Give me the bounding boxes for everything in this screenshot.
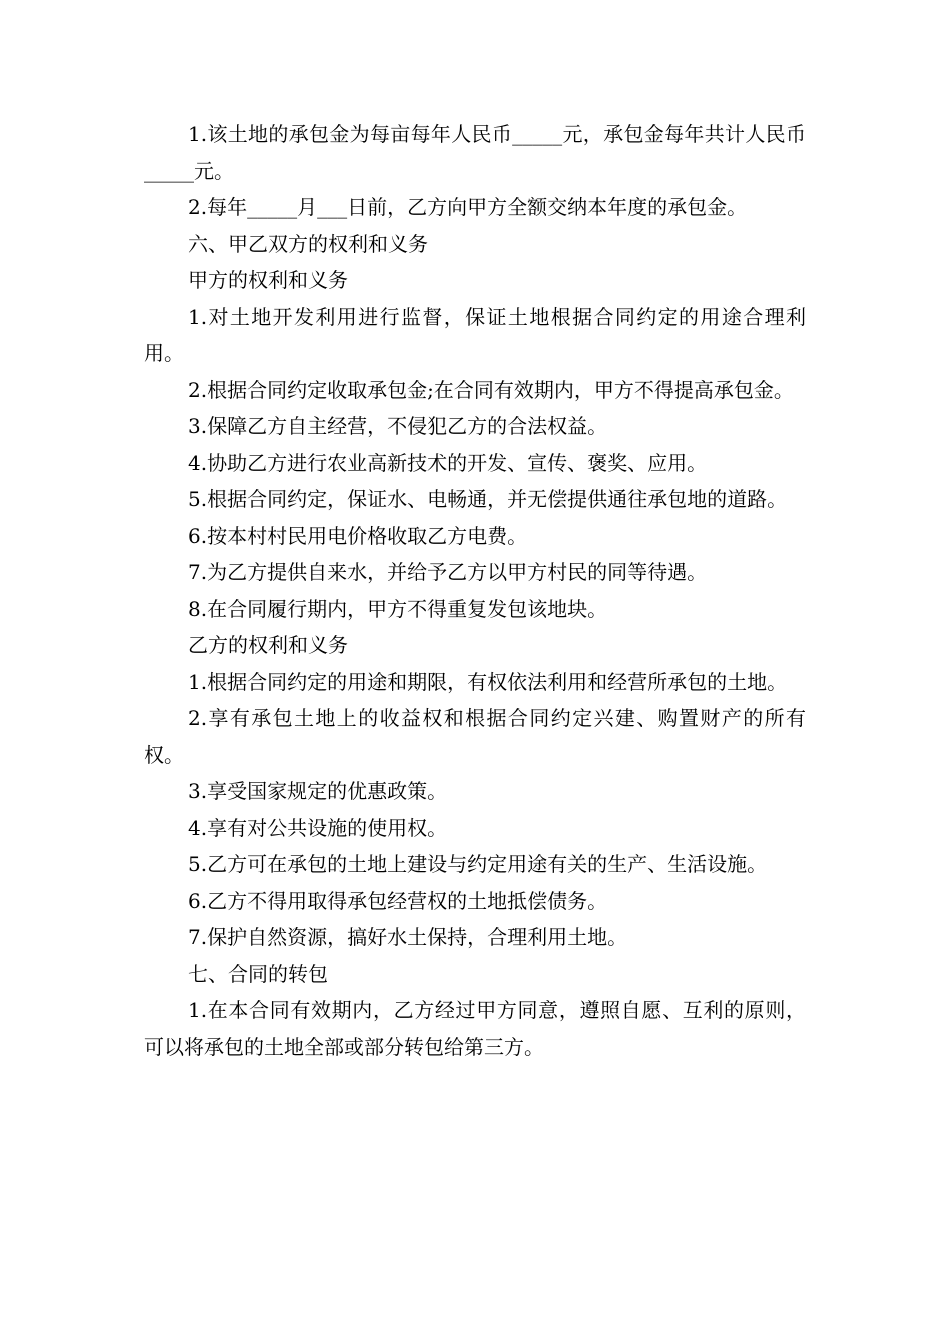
list-item: 7.保护自然资源，搞好水土保持，合理利用土地。 <box>188 925 628 949</box>
subheading-party-b: 乙方的权利和义务 <box>188 633 348 657</box>
list-item: 5.根据合同约定，保证水、电畅通，并无偿提供通往承包地的道路。 <box>188 487 788 511</box>
list-item: 2.根据合同约定收取承包金;在合同有效期内，甲方不得提高承包金。 <box>188 377 794 402</box>
list-item: 2.享有承包土地上的收益权和根据合同约定兴建、购置财产的所有权。 <box>144 706 806 767</box>
list-item: 1.在本合同有效期内，乙方经过甲方同意，遵照自愿、互利的原则，可以将承包的土地全部或部分转包给第三方。 <box>144 998 806 1059</box>
list-item: 4.享有对公共设施的使用权。 <box>188 815 448 840</box>
paragraph-payment-date: 2.每年_____月___日前，乙方向甲方全额交纳本年度的承包金。 <box>188 195 748 219</box>
list-item: 1.根据合同约定的用途和期限，有权依法利用和经营所承包的土地。 <box>188 669 788 694</box>
list-item: 1.对土地开发利用进行监督，保证土地根据合同约定的用途合理利用。 <box>144 304 806 365</box>
section-heading-subcontract: 七、合同的转包 <box>188 961 328 986</box>
list-item: 6.按本村村民用电价格收取乙方电费。 <box>188 523 528 548</box>
paragraph-rent-amount: 1.该土地的承包金为每亩每年人民币_____元，承包金每年共计人民币_____元。 <box>144 122 806 183</box>
subheading-party-a: 甲方的权利和义务 <box>188 268 348 292</box>
list-item: 7.为乙方提供自来水，并给予乙方以甲方村民的同等待遇。 <box>188 560 708 584</box>
list-item: 3.保障乙方自主经营，不侵犯乙方的合法权益。 <box>188 414 608 438</box>
section-heading-rights-obligations: 六、甲乙双方的权利和义务 <box>188 231 428 256</box>
list-item: 3.享受国家规定的优惠政策。 <box>188 779 448 803</box>
list-item: 8.在合同履行期内，甲方不得重复发包该地块。 <box>188 596 608 621</box>
list-item: 5.乙方可在承包的土地上建设与约定用途有关的生产、生活设施。 <box>188 852 768 876</box>
list-item: 4.协助乙方进行农业高新技术的开发、宣传、褒奖、应用。 <box>188 450 708 475</box>
document-body <box>144 116 806 1065</box>
list-item: 6.乙方不得用取得承包经营权的土地抵偿债务。 <box>188 888 608 913</box>
